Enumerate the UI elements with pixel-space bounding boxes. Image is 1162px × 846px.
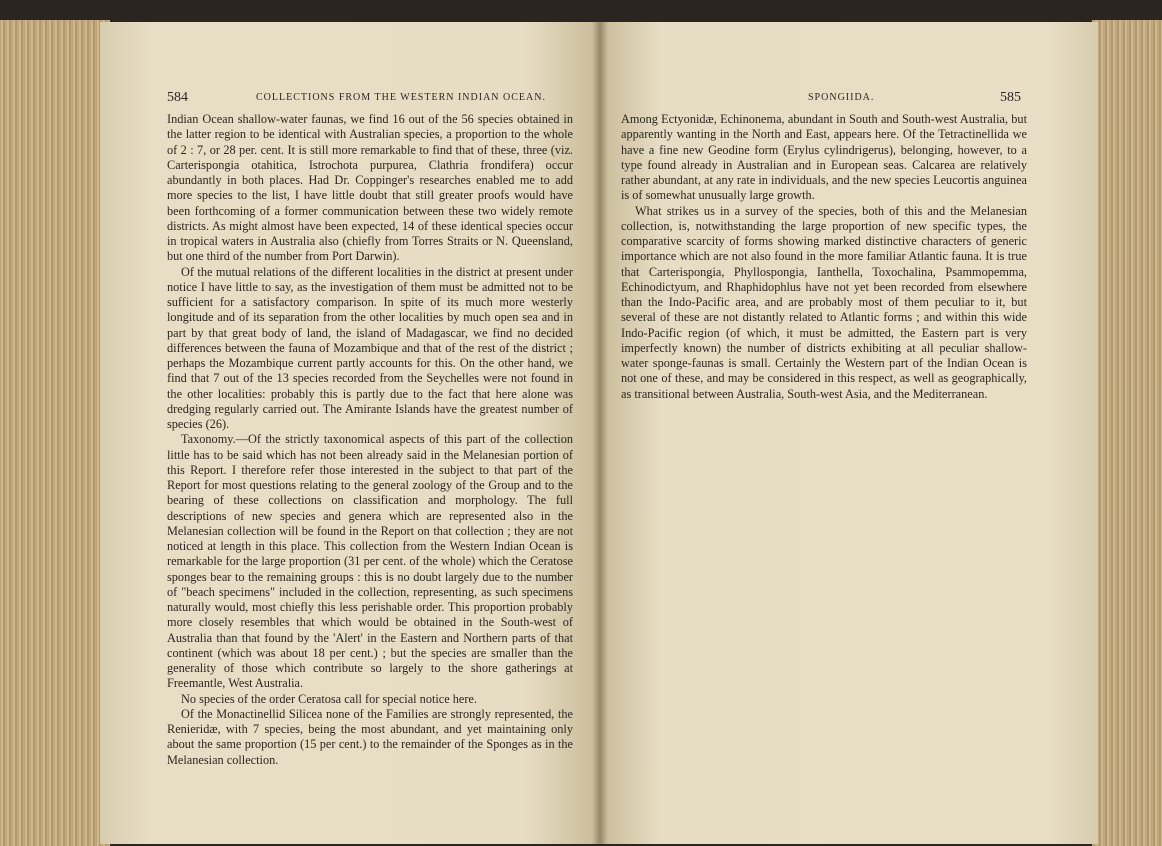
left-paragraph-1: Indian Ocean shallow-water faunas, we find 16 out of the 56 species obtained in the latter region to be identical with Australian species, a proportion to the whole of 2 : 7, or 28 per. cent. It is still more remarkable to find that of these, three (viz. Carterispongia otahitica, Istrochota purpurea, Clathria frondifera) occur abundantly in both places. Had Dr. Coppinger's researches enabled me to add more species to the list, I have little doubt that still greater proofs would have been forthcoming of a former communication between these two widely remote districts. As might almost have been expected, 14 of these identical species occur in tropical waters in Australia also (chiefly from Torres Straits or N. Queensland, but one third of the number from Port Darwin).	[167, 112, 573, 264]
left-page-body	[167, 112, 573, 768]
right-page-body	[621, 112, 1027, 402]
left-page-number: 584	[167, 90, 188, 105]
right-page-edges	[1092, 20, 1162, 846]
book-gutter	[592, 22, 608, 844]
right-paragraph-1: Among Ectyonidæ, Echinonema, abundant in South and South-west Australia, but apparently wanting in the North and East, appears here. Of the Tetractinellida we have a fine new Geodine form (Erylus cylindrigerus), belonging, however, to a type found already in Australian and in European seas. Calcarea are relatively rather abundant, at any rate in individuals, and the new species Leucortis anguinea is of somewhat unusually large growth.	[621, 112, 1027, 203]
left-page-edges	[0, 20, 110, 846]
left-paragraph-3: Taxonomy.—Of the strictly taxonomical aspects of this part of the collection little has to be said which has not been already said in the Melanesian portion of this Report. I therefore refer those interested in the subject to that part of the Report for most questions relating to the general zoology of the Group and to the bearing of these collections on classification and morphology. The full descriptions of new species and genera which are represented also in the Melanesian collection will be found in the Report on that collection ; they are not noticed at length in this place. This collection from the Western Indian Ocean is remarkable for the large proportion (31 per cent. of the whole) which the Ceratose sponges bear to the remaining groups : this is no doubt largely due to the number of "beach specimens" included in the collection, representing, as such specimens naturally would, most chiefly this less perishable order. This proportion probably more closely resembles that which would be obtained in the South-west of Australia than that found by the 'Alert' in the Eastern and Northern parts of that continent (which was about 18 per cent.) ; but the species are smaller than the generality of those which contribute so largely to the shore gatherings at Freemantle, West Australia.	[167, 432, 573, 691]
left-running-head: COLLECTIONS FROM THE WESTERN INDIAN OCEAN.	[256, 92, 546, 103]
right-paragraph-2: What strikes us in a survey of the species, both of this and the Melanesian collection, is, notwithstanding the large proportion of new specific types, the comparative scarcity of forms showing marked distinctive characters of generic importance which are not also found in the more familiar Atlantic fauna. It is true that Carterispongia, Phyllospongia, Ianthella, Toxochalina, Psammopemma, Echinodictyum, and Rhaphidophlus have not yet been recorded from elsewhere than the Indo-Pacific area, and are probably most of them peculiar to it, but several of these are not distantly related to Atlantic forms ; and within this wide Indo-Pacific region (of which, it must be admitted, the Eastern part is very imperfectly known) the number of districts exhibiting at all peculiar shallow-water sponge-faunas is small. Certainly the Western part of the Indian Ocean is not one of these, and may be considered in this respect, as well as geographically, as transitional between Australia, South-west Asia, and the Mediterranean.	[621, 203, 1027, 401]
left-paragraph-2: Of the mutual relations of the different localities in the district at present under notice I have little to say, as the investigation of them must be admitted not to be sufficient for a satisfactory comparison. In spite of its much more westerly longitude and of its separation from the other localities by much open sea and in part by that great body of land, the island of Madagascar, we find no decided differences between the fauna of Mozambique and that of the rest of the district ; perhaps the Mozambique current partly accounts for this. On the other hand, we find that 7 out of the 13 species recorded from the Seychelles were not found in the other localities: probably this is partly due to the fact that here alone was dredging regularly carried out. The Amirante Islands have the greatest number of species (26).	[167, 264, 573, 431]
left-paragraph-4: No species of the order Ceratosa call for special notice here.	[181, 691, 478, 706]
right-page-number: 585	[1000, 90, 1021, 105]
left-paragraph-5: Of the Monactinellid Silicea none of the Families are strongly represented, the Renieridæ, with 7 species, being the most abundant, and yet maintaining only about the same proportion (15 per cent.) to the remainder of the Sponges as in the Melanesian collection.	[167, 706, 573, 767]
right-running-head: SPONGIIDA.	[808, 92, 875, 103]
